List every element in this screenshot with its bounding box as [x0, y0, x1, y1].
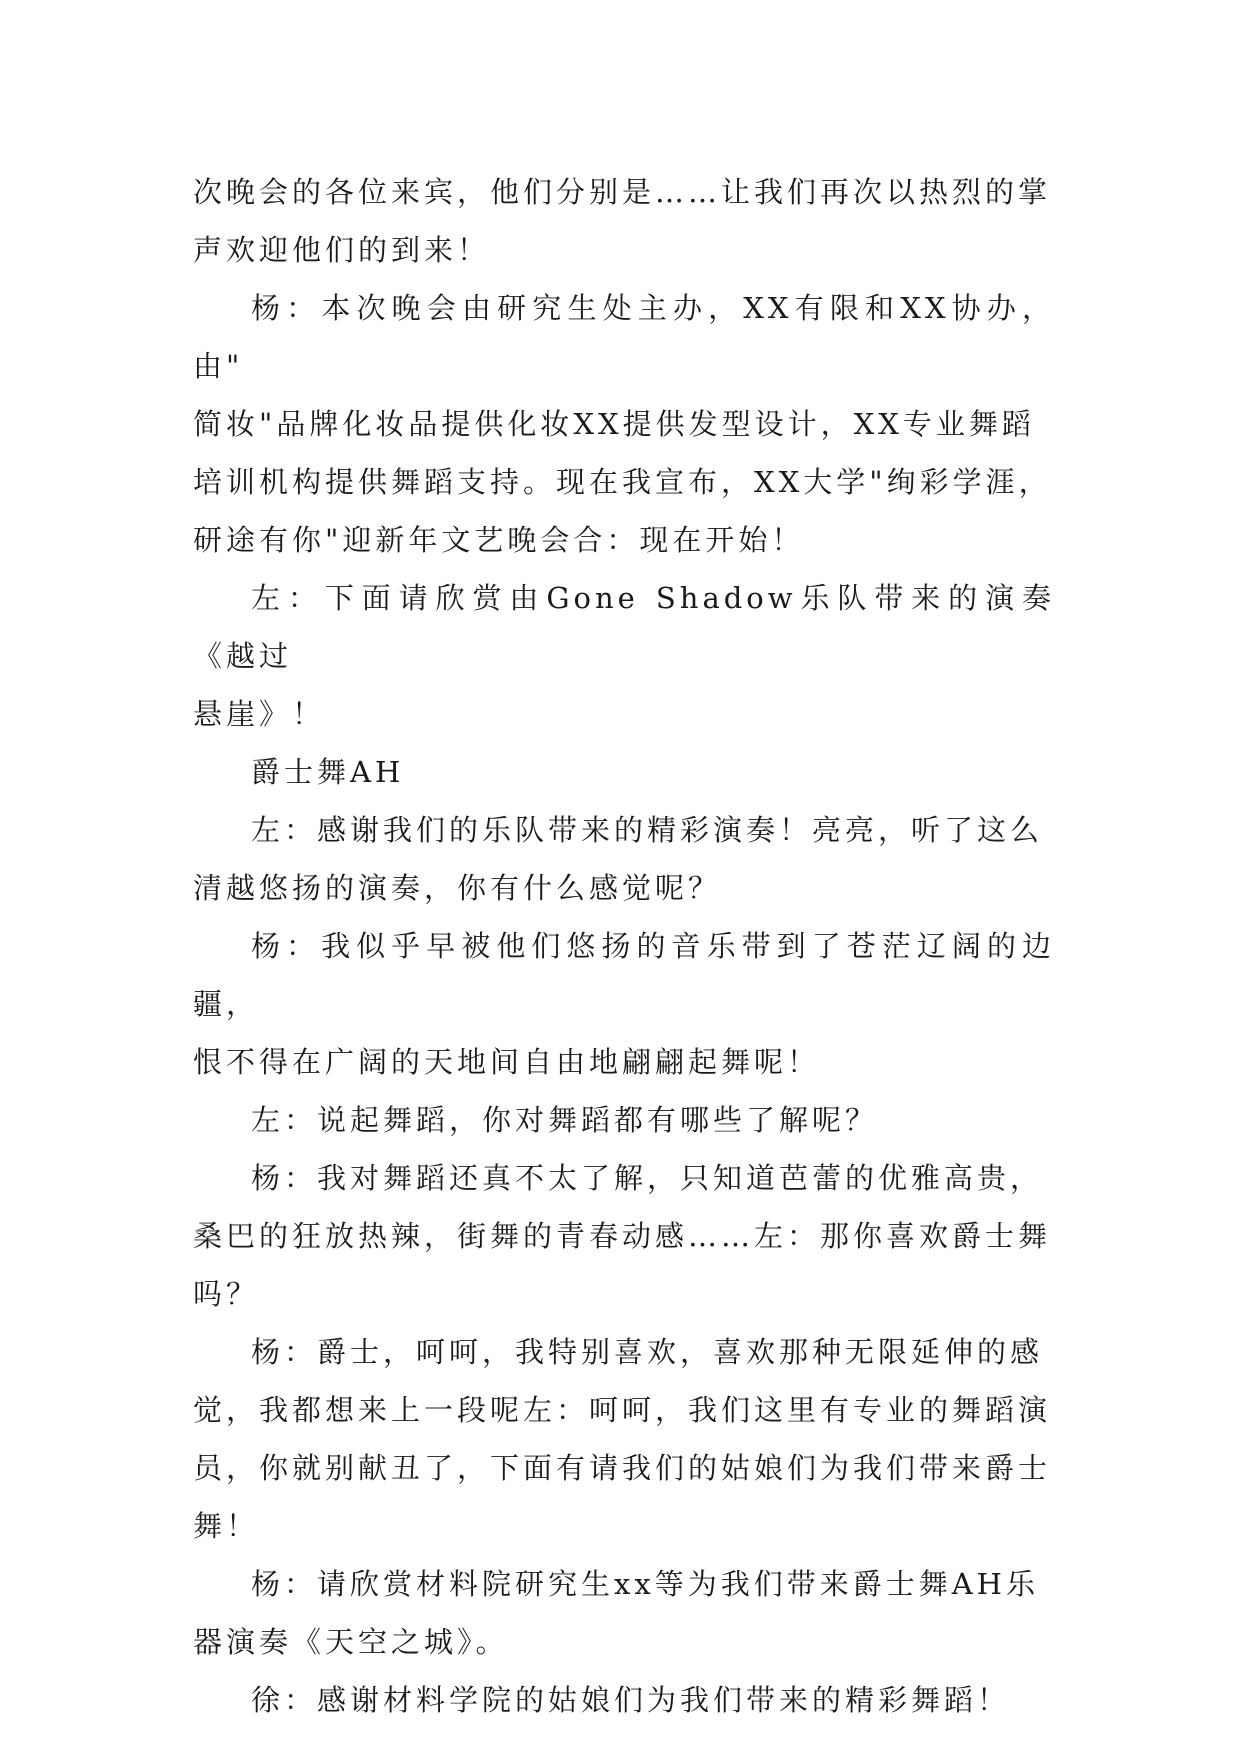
paragraph-host-yang-jazz: 杨：爵士，呵呵，我特别喜欢，喜欢那种无限延伸的感 觉，我都想来上一段呢左：呵呵，我们这里有专业的舞蹈演 员，你就别献丑了，下面有请我们的姑娘们为我们带来爵士 舞！: [193, 1335, 1052, 1543]
document-body: [193, 163, 1055, 1729]
paragraph-host-yang-program: 杨：请欣赏材料院研究生xx等为我们带来爵士舞AH乐 器演奏《天空之城》。: [193, 1567, 1039, 1659]
paragraph-host-yang-feeling: 杨：我似乎早被他们悠扬的音乐带到了苍茫辽阔的边疆， 恨不得在广阔的天地间自由地翩翩起舞呢！: [193, 929, 1055, 1079]
paragraph-host-yang-sponsors: 杨：本次晚会由研究生处主办，XX有限和XX协办，由" 简妆"品牌化妆品提供化妆XX提供发型设计，XX专业舞蹈 培训机构提供舞蹈支持。现在我宣布，XX大学"绚彩学涯， 研途有你"迎新年文艺晚会合：现在开始！: [193, 291, 1055, 557]
paragraph-host-xu-thanks: 徐：感谢材料学院的姑娘们为我们带来的精彩舞蹈！: [251, 1683, 1011, 1717]
paragraph-host-zuo-band: 左：下面请欣赏由Gone Shadow乐队带来的演奏《越过 悬崖》！: [193, 581, 1055, 731]
paragraph-continuation: 次晚会的各位来宾，他们分别是……让我们再次以热烈的掌 声欢迎他们的到来！: [193, 175, 1052, 267]
paragraph-host-zuo-thanks: 左：感谢我们的乐队带来的精彩演奏！亮亮，听了这么 清越悠扬的演奏，你有什么感觉呢？: [193, 813, 1044, 905]
paragraph-program-jazz: 爵士舞AH: [251, 755, 405, 789]
paragraph-host-yang-dance-answer: 杨：我对舞蹈还真不太了解，只知道芭蕾的优雅高贵， 桑巴的狂放热辣，街舞的青春动感……左：那你喜欢爵士舞 吗？: [193, 1161, 1052, 1311]
paragraph-host-zuo-dance-question: 左：说起舞蹈，你对舞蹈都有哪些了解呢？: [251, 1103, 879, 1137]
